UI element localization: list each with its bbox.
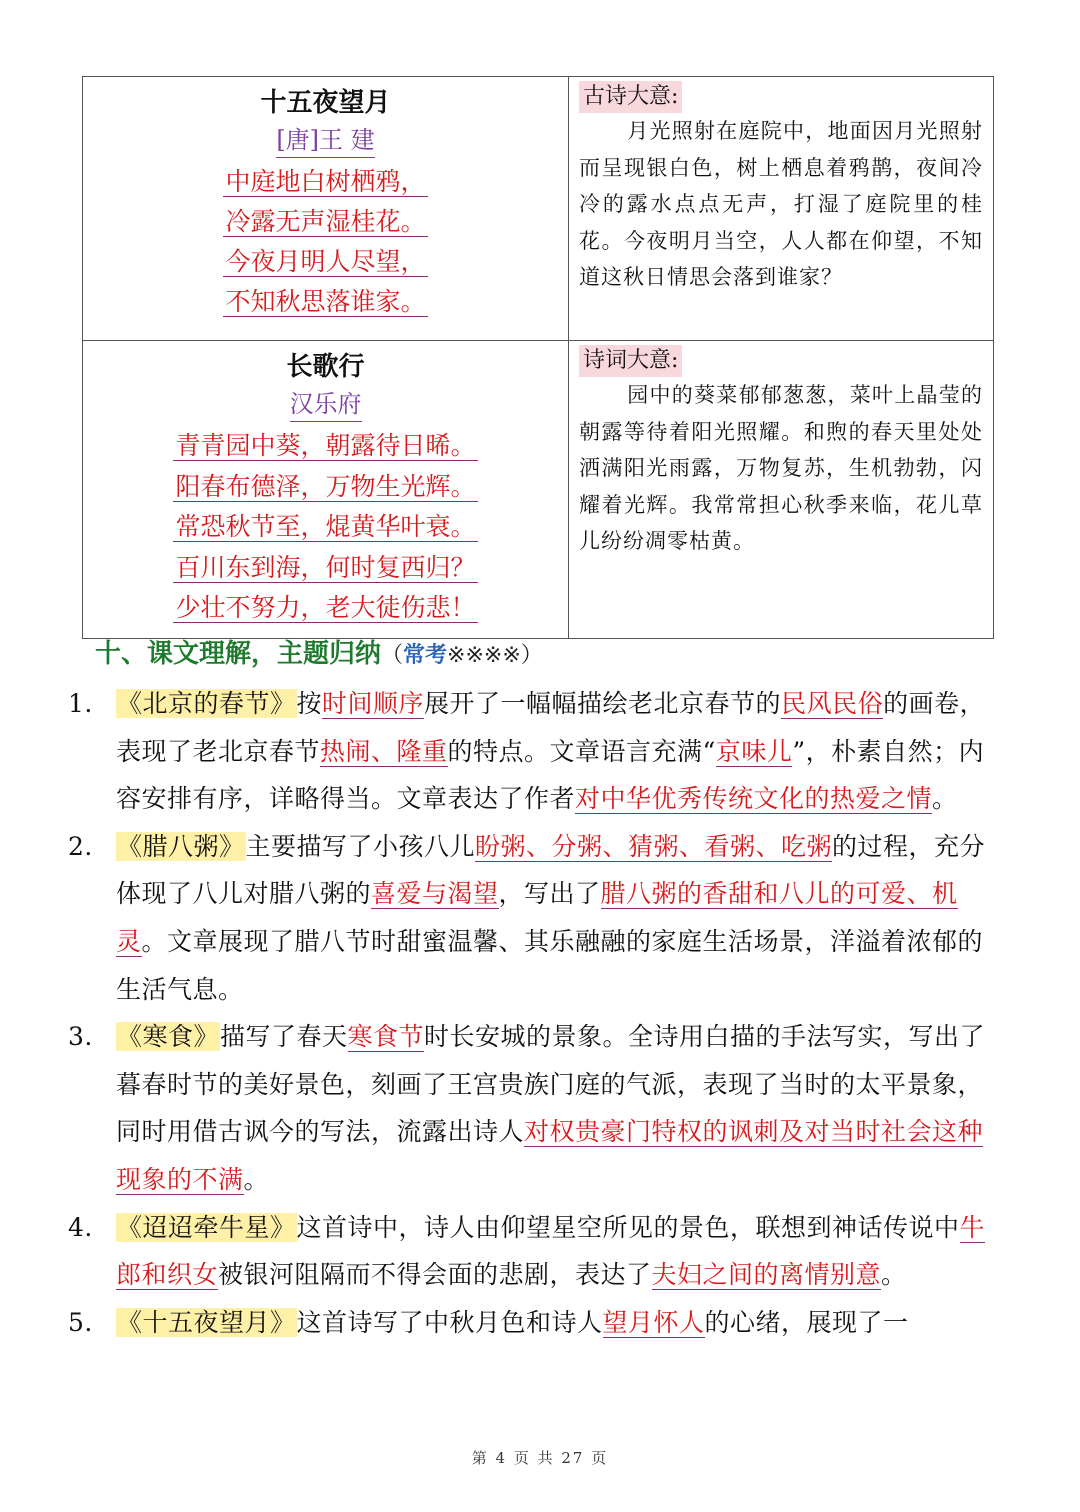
poem-line: 冷露无声湿桂花。 [225, 207, 426, 236]
frequency-note: （常考※※※※） [381, 642, 543, 668]
summary-item [68, 1299, 992, 1347]
poem1-cell [83, 77, 569, 341]
lesson-title: 《十五夜望月》 [117, 1307, 296, 1337]
item-text: ，写出了 [498, 879, 601, 909]
item-number: 3. [68, 1022, 93, 1052]
poem2-title: 长歌行 [286, 352, 365, 382]
item-text: 这首诗中，诗人由仰望星空所见的景色，联想到神话传说中 [296, 1212, 960, 1242]
item-text: 按 [296, 689, 323, 718]
poem-table [82, 76, 994, 639]
key-phrase: 喜爱与渴望 [371, 879, 499, 909]
item-text: 描写了春天 [220, 1022, 348, 1052]
summary-list [68, 680, 992, 1346]
key-phrase: 望月怀人 [602, 1307, 705, 1337]
poem2-meaning-cell [569, 341, 994, 639]
key-phrase: 腊八粥的香甜和八儿的可爱、机灵 [116, 879, 958, 956]
poem-line: 中庭地白树栖鸦， [225, 167, 426, 196]
poem-line: 百川东到海，何时复西归？ [175, 552, 476, 582]
item-number: 5. [68, 1307, 93, 1337]
section-heading: 十、课文理解，主题归纳 [95, 639, 382, 669]
item-text: 的特点。文章语言充满“ [447, 736, 716, 766]
poem-line: 少壮不努力，老大徒伤悲！ [175, 593, 476, 622]
item-text: 被银河阻隔而不得会面的悲剧，表达了 [218, 1260, 652, 1290]
poem-line: 阳春布德泽，万物生光辉。 [175, 471, 476, 501]
poem1-meaning-label: 古诗大意: [579, 81, 682, 113]
key-phrase: 对权贵豪门特权的讽刺及对当时社会这种现象的不满 [116, 1117, 984, 1194]
poem-line: 青青园中葵，朝露待日晞。 [175, 431, 476, 460]
item-text: 这首诗写了中秋月色和诗人 [296, 1307, 603, 1337]
summary-item [68, 1013, 992, 1203]
key-phrase: 夫妇之间的离情别意 [651, 1260, 882, 1290]
poem-line: 今夜月明人尽望， [225, 247, 426, 276]
poem-line: 常恐秋节至，焜黄华叶衰。 [175, 512, 476, 541]
item-text: 展开了一幅幅描绘老北京春节的 [424, 689, 782, 718]
item-text: ”，朴素自然；内容安排有序，详略得当。文章表达了作者 [116, 736, 985, 814]
key-phrase: 民风民俗 [781, 689, 884, 718]
poem1-title: 十五夜望月 [260, 88, 391, 118]
item-text: 。 [881, 1260, 907, 1290]
poem2-cell [83, 341, 569, 639]
item-text: 。文章展现了腊八节时甜蜜温馨、其乐融融的家庭生活场景，洋溢着浓郁的生活气息。 [116, 926, 984, 1004]
poem1-author: [唐]王 建 [276, 123, 374, 158]
key-phrase: 寒食节 [347, 1022, 425, 1052]
poem1-meaning-cell [569, 77, 994, 341]
item-number: 4. [68, 1212, 93, 1242]
item-text: 的画卷，表现了老北京春节 [116, 689, 986, 766]
key-phrase: 牛郎和织女 [116, 1212, 986, 1290]
item-text: 。 [932, 784, 958, 814]
poem1-meaning-text: 月光照射在庭院中，地面因月光照射而呈现银白色，树上栖息着鸦鹊，夜间冷冷的露水点点无声，打湿了庭院里的桂花。今夜明月当空，人人都在仰望，不知道这秋日情思会落到谁家？ [579, 119, 983, 289]
poem-line: 不知秋思落谁家。 [225, 287, 426, 316]
section-title [95, 636, 543, 674]
item-text: 的过程，充分体现了八儿对腊八粥的 [116, 831, 986, 909]
key-phrase: 京味儿 [715, 736, 793, 766]
lesson-title: 《迢迢牵牛星》 [117, 1212, 296, 1242]
lesson-title: 《寒食》 [117, 1022, 220, 1052]
summary-item [68, 823, 992, 1013]
summary-item [68, 680, 992, 823]
lesson-title: 《腊八粥》 [117, 831, 245, 861]
item-text: 的心绪，展现了一 [704, 1307, 909, 1337]
item-text: 主要描写了小孩八儿 [245, 831, 476, 861]
item-number: 2. [68, 831, 93, 861]
poem2-meaning-text: 园中的葵菜郁郁葱葱，菜叶上晶莹的朝露等待着阳光照耀。和煦的春天里处处洒满阳光雨露，万物复苏，生机勃勃，闪耀着光辉。我常常担心秋季来临，花儿草儿纷纷凋零枯黄。 [579, 383, 983, 553]
poem2-author: 汉乐府 [290, 387, 362, 422]
item-text: 时长安城的景象。全诗用白描的手法写实，写出了暮春时节的美好景色，刻画了王宫贵族门庭的气派，表现了当时的太平景象，同时用借古讽今的写法，流露出诗人 [116, 1022, 986, 1147]
key-phrase: 时间顺序 [322, 689, 425, 718]
key-phrase: 对中华优秀传统文化的热爱之情 [575, 784, 933, 814]
lesson-title: 《北京的春节》 [117, 689, 296, 718]
poem2-meaning-label: 诗词大意: [579, 345, 682, 377]
key-phrase: 盼粥、分粥、猜粥、看粥、吃粥 [475, 831, 833, 861]
key-phrase: 热闹、隆重 [320, 736, 448, 766]
page-footer: 第 4 页 共 27 页 [471, 1449, 609, 1467]
summary-item [68, 1204, 992, 1299]
item-text: 。 [243, 1164, 270, 1194]
item-number: 1. [68, 689, 93, 718]
